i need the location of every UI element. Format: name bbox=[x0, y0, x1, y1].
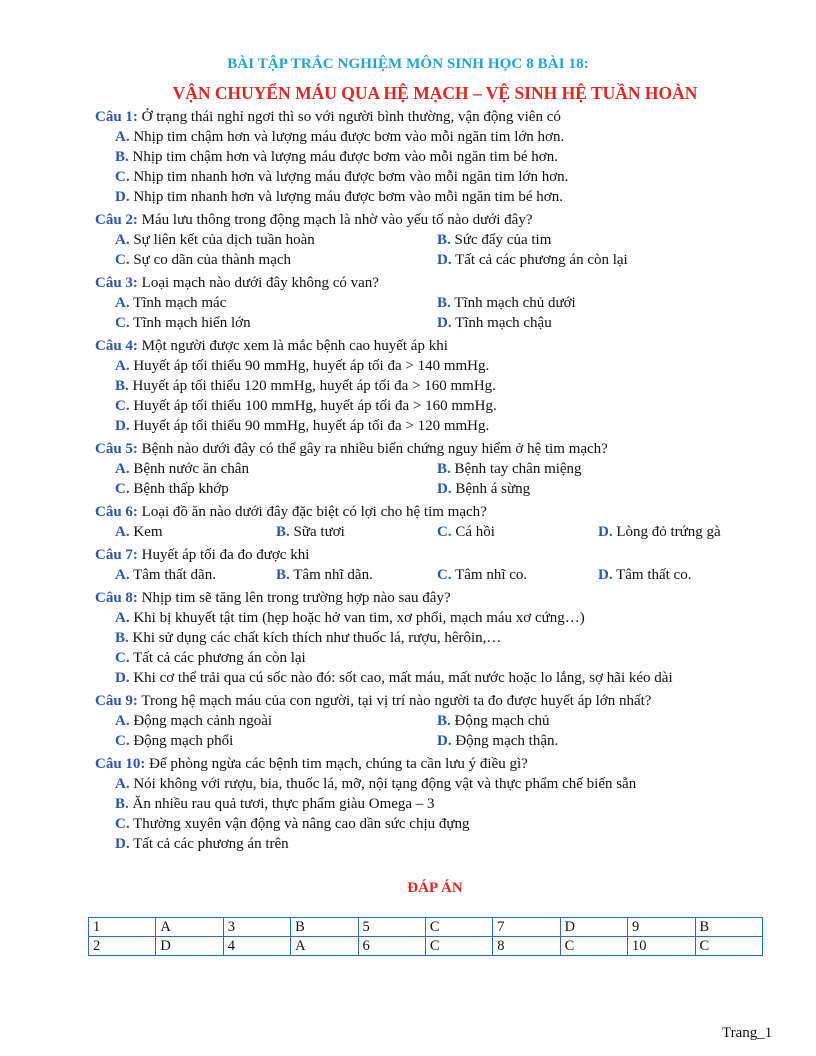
option-letter: D. bbox=[115, 189, 130, 205]
option-text: Sự co dãn của thành mạch bbox=[133, 252, 292, 268]
option-text: Bệnh thấp khớp bbox=[133, 481, 229, 497]
question-stem bbox=[95, 545, 785, 565]
option-letter: C. bbox=[115, 398, 130, 414]
question-stem bbox=[95, 336, 785, 356]
option-row bbox=[115, 230, 785, 250]
answer-cell: D bbox=[560, 918, 627, 937]
answer-option bbox=[115, 313, 437, 333]
answer-option bbox=[115, 648, 785, 668]
question-text: Trong hệ mạch máu của con người, tại vị trí nào người ta đo được huyết áp lớn nhất? bbox=[141, 693, 652, 709]
option-row bbox=[115, 293, 785, 313]
answer-cell: A bbox=[291, 937, 358, 956]
worksheet-subtitle: VẬN CHUYỂN MÁU QUA HỆ MẠCH – VỆ SINH HỆ TUẦN HOÀN bbox=[172, 83, 698, 103]
answer-cell: A bbox=[156, 918, 223, 937]
question-block bbox=[95, 691, 785, 751]
answer-option bbox=[115, 565, 276, 585]
option-letter: A. bbox=[115, 129, 130, 145]
option-letter: B. bbox=[437, 461, 451, 477]
option-letter: A. bbox=[115, 524, 130, 540]
option-text: Tất cả các phương án còn lại bbox=[133, 650, 306, 666]
option-letter: D. bbox=[437, 252, 452, 268]
option-text: Khi cơ thể trải qua cú sốc nào đó: sốt cao, mất máu, mất nước hoặc lo lắng, sợ hãi kéo dài bbox=[133, 670, 673, 686]
question-block bbox=[95, 210, 785, 270]
question-number-cell: 4 bbox=[223, 937, 290, 956]
question-text: Nhịp tim sẽ tăng lên trong trường hợp nào sau đây? bbox=[141, 590, 451, 606]
answer-option bbox=[115, 668, 785, 688]
option-row bbox=[115, 522, 785, 542]
option-letter: A. bbox=[115, 610, 130, 626]
answer-option bbox=[115, 127, 785, 147]
question-number-cell: 8 bbox=[493, 937, 560, 956]
answer-cell: C bbox=[425, 937, 492, 956]
answer-option bbox=[115, 814, 785, 834]
question-number-cell: 3 bbox=[223, 918, 290, 937]
answer-option bbox=[437, 711, 759, 731]
option-letter: C. bbox=[115, 650, 130, 666]
question-number-cell: 10 bbox=[628, 937, 695, 956]
option-letter: A. bbox=[115, 461, 130, 477]
answer-options bbox=[95, 774, 785, 854]
answer-option bbox=[598, 522, 759, 542]
answer-option bbox=[115, 628, 785, 648]
question-block bbox=[95, 336, 785, 436]
answer-options bbox=[95, 356, 785, 436]
option-text: Huyết áp tối thiểu 120 mmHg, huyết áp tối đa > 160 mmHg. bbox=[132, 378, 496, 394]
answer-option bbox=[115, 396, 785, 416]
question-number-cell: 9 bbox=[628, 918, 695, 937]
answer-option bbox=[276, 522, 437, 542]
option-text: Bệnh á sừng bbox=[455, 481, 531, 497]
answer-option bbox=[115, 774, 785, 794]
answer-option bbox=[115, 167, 785, 187]
table-row bbox=[89, 937, 763, 956]
answer-options bbox=[95, 230, 785, 270]
answer-key-title: ĐÁP ÁN bbox=[407, 880, 463, 896]
option-text: Ăn nhiều rau quả tươi, thực phẩm giàu Omega – 3 bbox=[132, 796, 435, 812]
answer-cell: D bbox=[156, 937, 223, 956]
answer-cell: C bbox=[695, 937, 763, 956]
option-letter: D. bbox=[115, 670, 130, 686]
question-number: Câu 3: bbox=[95, 275, 138, 291]
question-stem bbox=[95, 107, 785, 127]
option-text: Khi sử dụng các chất kích thích như thuốc lá, rượu, hêrôin,… bbox=[132, 630, 502, 646]
answer-options bbox=[95, 522, 785, 542]
option-text: Tâm thất co. bbox=[616, 567, 692, 583]
option-text: Kem bbox=[133, 524, 163, 540]
answer-option bbox=[115, 731, 437, 751]
option-letter: C. bbox=[115, 481, 130, 497]
option-letter: B. bbox=[115, 630, 129, 646]
option-text: Sức đẩy của tim bbox=[454, 232, 552, 248]
option-text: Sự liên kết của dịch tuần hoàn bbox=[133, 232, 315, 248]
answer-options bbox=[95, 711, 785, 751]
answer-option bbox=[437, 293, 759, 313]
option-letter: C. bbox=[115, 252, 130, 268]
option-text: Nhịp tim nhanh hơn và lượng máu được bơm vào mỗi ngăn tim lớn hơn. bbox=[133, 169, 569, 185]
answer-option bbox=[598, 565, 759, 585]
question-block bbox=[95, 439, 785, 499]
option-letter: D. bbox=[115, 418, 130, 434]
option-text: Tất cả các phương án còn lại bbox=[455, 252, 628, 268]
answer-option bbox=[115, 147, 785, 167]
answer-cell: B bbox=[695, 918, 763, 937]
answer-cell: B bbox=[291, 918, 358, 937]
answer-option bbox=[115, 230, 437, 250]
question-stem bbox=[95, 502, 785, 522]
option-letter: C. bbox=[115, 169, 130, 185]
option-text: Huyết áp tối thiểu 90 mmHg, huyết áp tối đa > 120 mmHg. bbox=[133, 418, 490, 434]
question-text: Huyết áp tối đa đo được khi bbox=[141, 547, 310, 563]
answer-cell: C bbox=[425, 918, 492, 937]
question-text: Bệnh nào dưới đây có thể gây ra nhiều biến chứng nguy hiểm ở hệ tim mạch? bbox=[141, 441, 608, 457]
question-block bbox=[95, 545, 785, 585]
question-stem bbox=[95, 439, 785, 459]
option-text: Lòng đỏ trứng gà bbox=[616, 524, 721, 540]
option-row bbox=[115, 565, 785, 585]
option-letter: A. bbox=[115, 776, 130, 792]
question-number-cell: 2 bbox=[89, 937, 156, 956]
answer-cell: C bbox=[560, 937, 627, 956]
question-text: Ở trạng thái nghỉ ngơi thì so với người bình thường, vận động viên có bbox=[141, 109, 561, 125]
option-row bbox=[115, 250, 785, 270]
question-text: Loại đồ ăn nào dưới đây đặc biệt có lợi cho hệ tim mạch? bbox=[141, 504, 487, 520]
option-letter: B. bbox=[437, 232, 451, 248]
option-letter: B. bbox=[115, 796, 129, 812]
option-letter: C. bbox=[115, 816, 130, 832]
option-text: Tâm nhĩ dãn. bbox=[293, 567, 373, 583]
answer-option bbox=[115, 416, 785, 436]
answer-option bbox=[437, 250, 759, 270]
question-number: Câu 6: bbox=[95, 504, 138, 520]
option-text: Tĩnh mạch chủ dưới bbox=[454, 295, 576, 311]
option-letter: C. bbox=[115, 733, 130, 749]
option-text: Huyết áp tối thiểu 100 mmHg, huyết áp tối đa > 160 mmHg. bbox=[133, 398, 497, 414]
option-letter: B. bbox=[437, 295, 451, 311]
question-block bbox=[95, 502, 785, 542]
answer-options bbox=[95, 565, 785, 585]
option-text: Huyết áp tối thiểu 90 mmHg, huyết áp tối đa > 140 mmHg. bbox=[133, 358, 490, 374]
answer-option bbox=[115, 250, 437, 270]
question-list bbox=[95, 107, 785, 857]
question-stem bbox=[95, 754, 785, 774]
answer-options bbox=[95, 293, 785, 333]
option-text: Động mạch cảnh ngoài bbox=[133, 713, 273, 729]
question-stem bbox=[95, 691, 785, 711]
question-stem bbox=[95, 210, 785, 230]
answer-option bbox=[115, 522, 276, 542]
option-letter: D. bbox=[598, 524, 613, 540]
option-letter: A. bbox=[115, 567, 130, 583]
option-letter: C. bbox=[437, 524, 452, 540]
answer-option bbox=[115, 376, 785, 396]
option-text: Động mạch phổi bbox=[133, 733, 234, 749]
option-letter: D. bbox=[437, 315, 452, 331]
option-letter: D. bbox=[115, 836, 130, 852]
answer-option bbox=[437, 731, 759, 751]
table-row bbox=[89, 918, 763, 937]
answer-option bbox=[437, 313, 759, 333]
question-number: Câu 4: bbox=[95, 338, 138, 354]
question-block bbox=[95, 273, 785, 333]
question-number: Câu 2: bbox=[95, 212, 138, 228]
question-text: Một người được xem là mắc bệnh cao huyết áp khi bbox=[141, 338, 448, 354]
answer-options bbox=[95, 459, 785, 499]
answer-option bbox=[437, 459, 759, 479]
answer-option bbox=[115, 187, 785, 207]
question-block bbox=[95, 588, 785, 688]
option-letter: C. bbox=[437, 567, 452, 583]
option-letter: D. bbox=[598, 567, 613, 583]
question-stem bbox=[95, 273, 785, 293]
question-number: Câu 9: bbox=[95, 693, 138, 709]
option-letter: B. bbox=[276, 524, 290, 540]
question-number: Câu 8: bbox=[95, 590, 138, 606]
option-letter: A. bbox=[115, 358, 130, 374]
option-letter: B. bbox=[437, 713, 451, 729]
answer-option bbox=[115, 459, 437, 479]
option-letter: B. bbox=[115, 149, 129, 165]
option-text: Nhịp tim chậm hơn và lượng máu được bơm vào mỗi ngăn tim lớn hơn. bbox=[133, 129, 565, 145]
question-block bbox=[95, 754, 785, 854]
option-row bbox=[115, 313, 785, 333]
question-number: Câu 5: bbox=[95, 441, 138, 457]
answer-option bbox=[276, 565, 437, 585]
question-number-cell: 1 bbox=[89, 918, 156, 937]
option-text: Cá hồi bbox=[455, 524, 495, 540]
option-text: Tất cả các phương án trên bbox=[133, 836, 289, 852]
option-row bbox=[115, 711, 785, 731]
answer-key-table bbox=[88, 917, 763, 956]
question-text: Để phòng ngừa các bệnh tim mạch, chúng ta cần lưu ý điều gì? bbox=[149, 756, 528, 772]
option-text: Nhịp tim nhanh hơn và lượng máu được bơm vào mỗi ngăn tim bé hơn. bbox=[133, 189, 563, 205]
answer-option bbox=[115, 479, 437, 499]
option-text: Tĩnh mạch chậu bbox=[455, 315, 552, 331]
option-text: Tâm nhĩ co. bbox=[455, 567, 528, 583]
option-text: Khi bị khuyết tật tim (hẹp hoặc hở van tim, xơ phổi, mạch máu xơ cứng…) bbox=[133, 610, 585, 626]
question-number-cell: 5 bbox=[358, 918, 425, 937]
answer-option bbox=[437, 230, 759, 250]
option-letter: B. bbox=[276, 567, 290, 583]
question-number: Câu 10: bbox=[95, 756, 146, 772]
question-stem bbox=[95, 588, 785, 608]
question-number-cell: 6 bbox=[358, 937, 425, 956]
worksheet-title: BÀI TẬP TRẮC NGHIỆM MÔN SINH HỌC 8 BÀI 18: bbox=[227, 56, 589, 72]
option-text: Nói không với rượu, bia, thuốc lá, mỡ, nội tạng động vật và thực phẩm chế biến sẵn bbox=[133, 776, 637, 792]
question-text: Loại mạch nào dưới đây không có van? bbox=[141, 275, 379, 291]
answer-option bbox=[115, 711, 437, 731]
answer-option bbox=[437, 522, 598, 542]
answer-option bbox=[437, 479, 759, 499]
question-number: Câu 1: bbox=[95, 109, 138, 125]
option-row bbox=[115, 731, 785, 751]
answer-option bbox=[115, 608, 785, 628]
answer-options bbox=[95, 608, 785, 688]
option-text: Bệnh nước ăn chân bbox=[133, 461, 249, 477]
answer-options bbox=[95, 127, 785, 207]
answer-option bbox=[115, 834, 785, 854]
option-letter: D. bbox=[437, 733, 452, 749]
answer-option bbox=[115, 794, 785, 814]
option-text: Thường xuyên vận động và nâng cao dần sức chịu đựng bbox=[133, 816, 470, 832]
option-text: Tĩnh mạch hiển lớn bbox=[133, 315, 251, 331]
option-letter: B. bbox=[115, 378, 129, 394]
option-row bbox=[115, 479, 785, 499]
option-letter: A. bbox=[115, 295, 130, 311]
answer-option bbox=[437, 565, 598, 585]
answer-option bbox=[115, 293, 437, 313]
option-text: Động mạch thận. bbox=[455, 733, 559, 749]
option-row bbox=[115, 459, 785, 479]
answer-option bbox=[115, 356, 785, 376]
option-text: Tâm thất dãn. bbox=[133, 567, 216, 583]
option-text: Bệnh tay chân miệng bbox=[454, 461, 582, 477]
option-letter: C. bbox=[115, 315, 130, 331]
option-text: Động mạch chủ bbox=[454, 713, 550, 729]
option-text: Tĩnh mạch mác bbox=[133, 295, 227, 311]
question-number-cell: 7 bbox=[493, 918, 560, 937]
option-text: Nhịp tim chậm hơn và lượng máu được bơm vào mỗi ngăn tim bé hơn. bbox=[132, 149, 558, 165]
question-text: Máu lưu thông trong động mạch là nhờ vào yếu tố nào dưới đây? bbox=[141, 212, 533, 228]
option-text: Sữa tươi bbox=[293, 524, 345, 540]
question-block bbox=[95, 107, 785, 207]
option-letter: A. bbox=[115, 232, 130, 248]
option-letter: D. bbox=[437, 481, 452, 497]
question-number: Câu 7: bbox=[95, 547, 138, 563]
page-number: Trang_1 bbox=[722, 1025, 773, 1041]
option-letter: A. bbox=[115, 713, 130, 729]
